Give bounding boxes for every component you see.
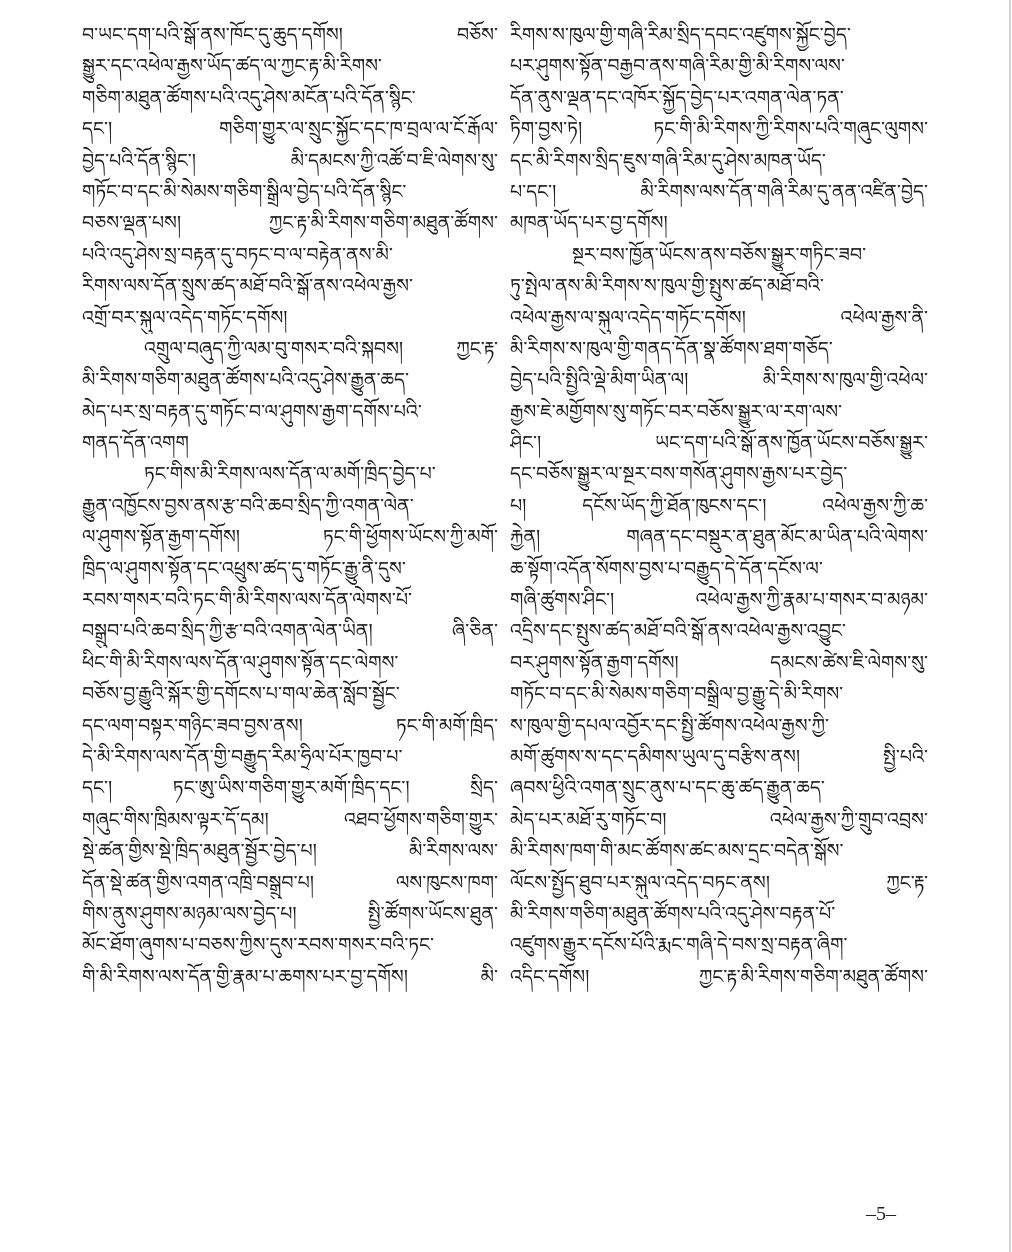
text-line: པ་དང་། མི་རིགས་ལས་དོན་གཞི་རིམ་དུ་ནན་འཛིན་བྱེད་: [510, 180, 928, 203]
text-line: གཅིག་མཐུན་ཚོགས་པའི་འདུ་ཤེས་མངོན་པའི་དོན་སྙིང་: [82, 86, 416, 109]
text-line: ཁྲིད་ལ་ཤུགས་སྟོན་དང་འཕྲུས་ཚད་དུ་གཏོང་རྒྱུ་ནི་དུས་: [82, 557, 406, 580]
text-line: མེད་པར་མཐོ་རུ་གཏོང་བ། འཕེལ་རྒྱས་ཀྱི་གྲུབ་འབྲས་: [510, 808, 928, 831]
text-line: པའི་འདུ་ཤེས་སྲ་བརྟན་དུ་བཏང་བ་ལ་བརྟེན་ནས་མི་: [82, 243, 393, 266]
text-line: མགོ་ཚུགས་ས་དང་དམིགས་ཡུལ་དུ་བརྩིས་ནས། སྤྱི་པའི་: [510, 745, 928, 768]
text-line: དང་། ཏང་ཨུ་ཡིས་གཅིག་གྱུར་མགོ་ཁྲིད་དང་། སྲིད་: [82, 777, 498, 800]
text-line: བ་ཡང་དག་པའི་སྒོ་ནས་ཁོང་དུ་ཆུད་དགོས། བཅོས་: [82, 24, 498, 46]
text-line: དེ་མི་རིགས་ལས་དོན་གྱི་བརྒྱུད་རིམ་ཧྲིལ་པོར་ཁྱབ་པ་: [82, 745, 403, 768]
text-line: ཏིག་བྱས་ཏེ། ཏང་གི་མི་རིགས་ཀྱི་རིགས་པའི་གཞུང་ལུགས་: [510, 118, 928, 141]
text-line: དང་ལག་བསྟར་གཉིང་ཟབ་བྱས་ནས། ཏང་གི་མགོ་ཁྲིད་: [82, 714, 498, 737]
text-line: མི་རིགས་གཅིག་མཐུན་ཚོགས་པའི་འདུ་ཤེས་བརྟན་པོ་: [510, 902, 836, 925]
text-line: ཆ་སྟོག་འདོན་སོགས་བྱས་པ་བརྒྱུད་དེ་དོན་དངོས་ལ་: [510, 557, 823, 580]
text-line: དང་མི་རིགས་སྲིད་ཇུས་གཞི་རིམ་དུ་ཤེས་མཁན་ཡོད་: [510, 149, 826, 172]
text-line: གིས་ནུས་ཤུགས་མཉམ་ལས་བྱེད་པ། སྤྱི་ཚོགས་ཡོངས་ཐུན་: [82, 902, 498, 925]
text-line: བསྒྲུབ་པའི་ཆབ་སྲིད་ཀྱི་རྩ་བའི་འགན་ལེན་ཡིན། ཞི་ཅིན་: [82, 620, 498, 643]
text-line: མི་རིགས་ས་ཁུལ་གྱི་གནད་དོན་སྣ་ཚོགས་ཐག་གཅོད་: [510, 337, 833, 360]
text-line: རིགས་ས་ཁུལ་གྱི་གཞི་རིམ་སྲིད་དབང་འཛུགས་སྐྱོང་བྱེད་: [510, 24, 851, 46]
text-line: འདིང་དགོས། ཀྱང་རྟ་མི་རིགས་གཅིག་མཐུན་ཚོགས་: [510, 965, 928, 988]
text-line: དོན་སྡེ་ཚན་གྱིས་འགན་འཁྲི་བསྒྲུབ་པ། ལས་ཁུངས་ཁག་: [82, 871, 498, 894]
right-text-column: [510, 20, 928, 993]
text-line: བཅོས་བྱ་རྒྱུའི་སྐོར་གྱི་དགོངས་པ་གལ་ཆེན་སློབ་སྦྱོང་: [82, 683, 400, 706]
text-line: སྡེ་ཚན་གྱིས་སྡེ་ཁྲིད་མཐུན་སྦྱོར་བྱེད་པ། མི་རིགས་ལས་: [82, 840, 498, 863]
text-line: དོན་ནུས་ལྡན་དང་འཁོར་སྐྱོད་བྱེད་པར་འགན་ལེན་ཏན་: [510, 86, 844, 109]
text-line: རབས་གསར་བའི་ཏང་གི་མི་རིགས་ལས་དོན་ལེགས་པོ་: [82, 589, 412, 612]
text-line: གཏོང་བ་དང་མི་སེམས་གཅིག་བསྒྲིལ་བྱ་རྒྱུ་དེ་མི་རིགས་: [510, 683, 844, 706]
left-text-column: [82, 20, 498, 993]
text-line: མི་རིགས་ཁག་གི་མང་ཚོགས་ཚང་མས་དྲང་བདེན་སྒོས་: [510, 840, 844, 863]
text-line: གཏོང་བ་དང་མི་སེམས་གཅིག་སྒྲིལ་བྱེད་པའི་དོན་སྙིང་: [82, 180, 407, 203]
text-line: མི་རིགས་གཅིག་མཐུན་ཚོགས་པའི་འདུ་ཤེས་རྒྱུན་ཆད་: [82, 369, 410, 392]
text-line: རྒྱུན་འཁྱོངས་བྱས་ནས་རྩ་བའི་ཆབ་སྲིད་ཀྱི་འགན་ལེན་: [82, 494, 414, 517]
page-edge-border: [1009, 0, 1011, 1252]
text-line: འདྲིས་དང་སྤུས་ཚད་མཐོ་བའི་སྒོ་ནས་འཕེལ་རྒྱས་འབྱུང་: [510, 620, 846, 643]
page-number: –5–: [866, 1203, 896, 1225]
text-line: བར་ཤུགས་སྟོན་རྒྱག་དགོས། དམངས་ཚེས་ཇི་ལེགས་སུ་: [510, 651, 928, 674]
text-line: བཅས་ལྡན་པས། ཀྱང་རྟ་མི་རིགས་གཅིག་མཐུན་ཚོགས་: [82, 212, 498, 235]
text-line: རྐྱེན། གཞན་དང་བསྡུར་ན་ཐུན་མོང་མ་ཡིན་པའི་ལེགས་: [510, 526, 928, 549]
text-line: དང་བཅོས་སྒྱུར་ལ་སྔར་བས་གསོན་ཤུགས་རྒྱས་པར་བྱེད་: [510, 463, 848, 486]
text-line: སྔར་བས་ཁྱོན་ཡོངས་ནས་བཅོས་སྒྱུར་གཏིང་ཟབ་: [572, 243, 867, 266]
text-line: གནད་དོན་འགག: [82, 432, 189, 455]
text-line: ཏང་གིས་མི་རིགས་ལས་དོན་ལ་མགོ་ཁྲིད་བྱེད་པ་: [144, 463, 436, 486]
text-line: རྒྱས་ཇེ་མགྱོགས་སུ་གཏོང་བར་བཅོས་སྒྱུར་ལ་རག་ལས་: [510, 400, 843, 423]
text-line: ཕིང་གི་མི་རིགས་ལས་དོན་ལ་ཤུགས་སྟོན་དང་ལེགས་: [82, 651, 399, 674]
text-line: འཕེལ་རྒྱས་ལ་སྐུལ་འདེད་གཏོང་དགོས། འཕེལ་རྒྱས་ནི་: [510, 306, 928, 329]
text-line: པར་ཤུགས་སྟོན་བརྒྱབ་ནས་གཞི་རིམ་གྱི་མི་རིགས་ལས་: [510, 55, 845, 78]
text-line: ལོངས་སྤྱོད་ཐུབ་པར་སྐུལ་འདེད་བཏང་ནས། ཀྱང་རྟ་: [510, 871, 928, 894]
text-line: ས་ཁུལ་གྱི་དཔལ་འབྱོར་དང་སྤྱི་ཚོགས་འཕེལ་རྒྱས་ཀྱི་: [510, 714, 829, 737]
text-line: འགྲུལ་བཞུད་ཀྱི་ལམ་བུ་གསར་བའི་སྐབས། ཀྱང་རྟ་: [144, 337, 498, 360]
text-line: ཤིང་། ཡང་དག་པའི་སྒོ་ནས་ཁྱོན་ཡོངས་བཅོས་སྒྱུར་: [510, 432, 928, 455]
text-line: མཁན་ཡོད་པར་བྱ་དགོས།: [510, 212, 668, 235]
text-line: འགྲོ་བར་སྐུལ་འདེད་གཏོང་དགོས།: [82, 306, 288, 329]
text-line: བྱེད་པའི་དོན་སྙིང་། མི་དམངས་ཀྱི་འཚོ་བ་ཇི་ལེགས་སུ་: [82, 149, 498, 172]
text-line: པ། དངོས་ཡོད་ཀྱི་ཐོན་ཁུངས་དང་། འཕེལ་རྒྱས་ཀྱི་ཆ་: [510, 494, 928, 517]
text-line: འཛུགས་རྒྱུར་དངོས་པོའི་རྨང་གཞི་དེ་བས་སྲ་བརྟན་ཞིག་: [510, 934, 848, 957]
text-line: ཞབས་ཕྱིའི་འགན་སྲུང་ནུས་པ་དང་ཆུ་ཚད་རྒྱུན་ཆད་: [510, 777, 825, 800]
text-line: རིགས་ལས་དོན་སྲུས་ཚད་མཐོ་བའི་སྒོ་ནས་འཕེལ་རྒྱས་: [82, 275, 413, 298]
text-line: སྒྱུར་དང་འཕེལ་རྒྱས་ཡོད་ཚད་ལ་ཀྱང་རྟ་མི་རིགས་: [82, 55, 382, 78]
text-line: ལ་ཤུགས་སྟོན་རྒྱག་དགོས། ཏང་གི་ཕྱོགས་ཡོངས་ཀྱི་མགོ་: [82, 526, 498, 549]
text-line: ཏུ་སྤེལ་ནས་མི་རིགས་ས་ཁུལ་གྱི་སྤུས་ཚད་མཐོ་བའི་: [510, 275, 824, 298]
text-line: བྱེད་པའི་སྤྱིའི་ལྡེ་མིག་ཡིན་ལ། མི་རིགས་ས་ཁུལ་གྱི་འཕེལ་: [510, 369, 928, 392]
text-line: གཞི་ཚུགས་ཤིང་། འཕེལ་རྒྱས་ཀྱི་རྣམ་པ་གསར་བ་མཉམ་: [510, 589, 928, 612]
text-line: དང་། གཅིག་གྱུར་ལ་སྲུང་སྐྱོང་དང་ཁ་བྲལ་ལ་ངོ་རྒོལ་: [82, 118, 498, 141]
text-line: མེད་པར་སྲ་བརྟན་དུ་གཏོང་བ་ལ་ཤུགས་རྒྱག་དགོས་པའི་: [82, 400, 422, 423]
text-line: གཞུང་གིས་ཁྲིམས་ལྟར་དོ་དམ། འཐབ་ཕྱོགས་གཅིག་གྱུར་: [82, 808, 498, 831]
text-line: མོང་ཐོག་ཞུགས་པ་བཅས་ཀྱིས་དུས་རབས་གསར་བའི་ཏང་: [82, 934, 435, 957]
text-line: གི་མི་རིགས་ལས་དོན་གྱི་རྣམ་པ་ཆགས་པར་བྱ་དགོས། མི་: [82, 965, 498, 988]
